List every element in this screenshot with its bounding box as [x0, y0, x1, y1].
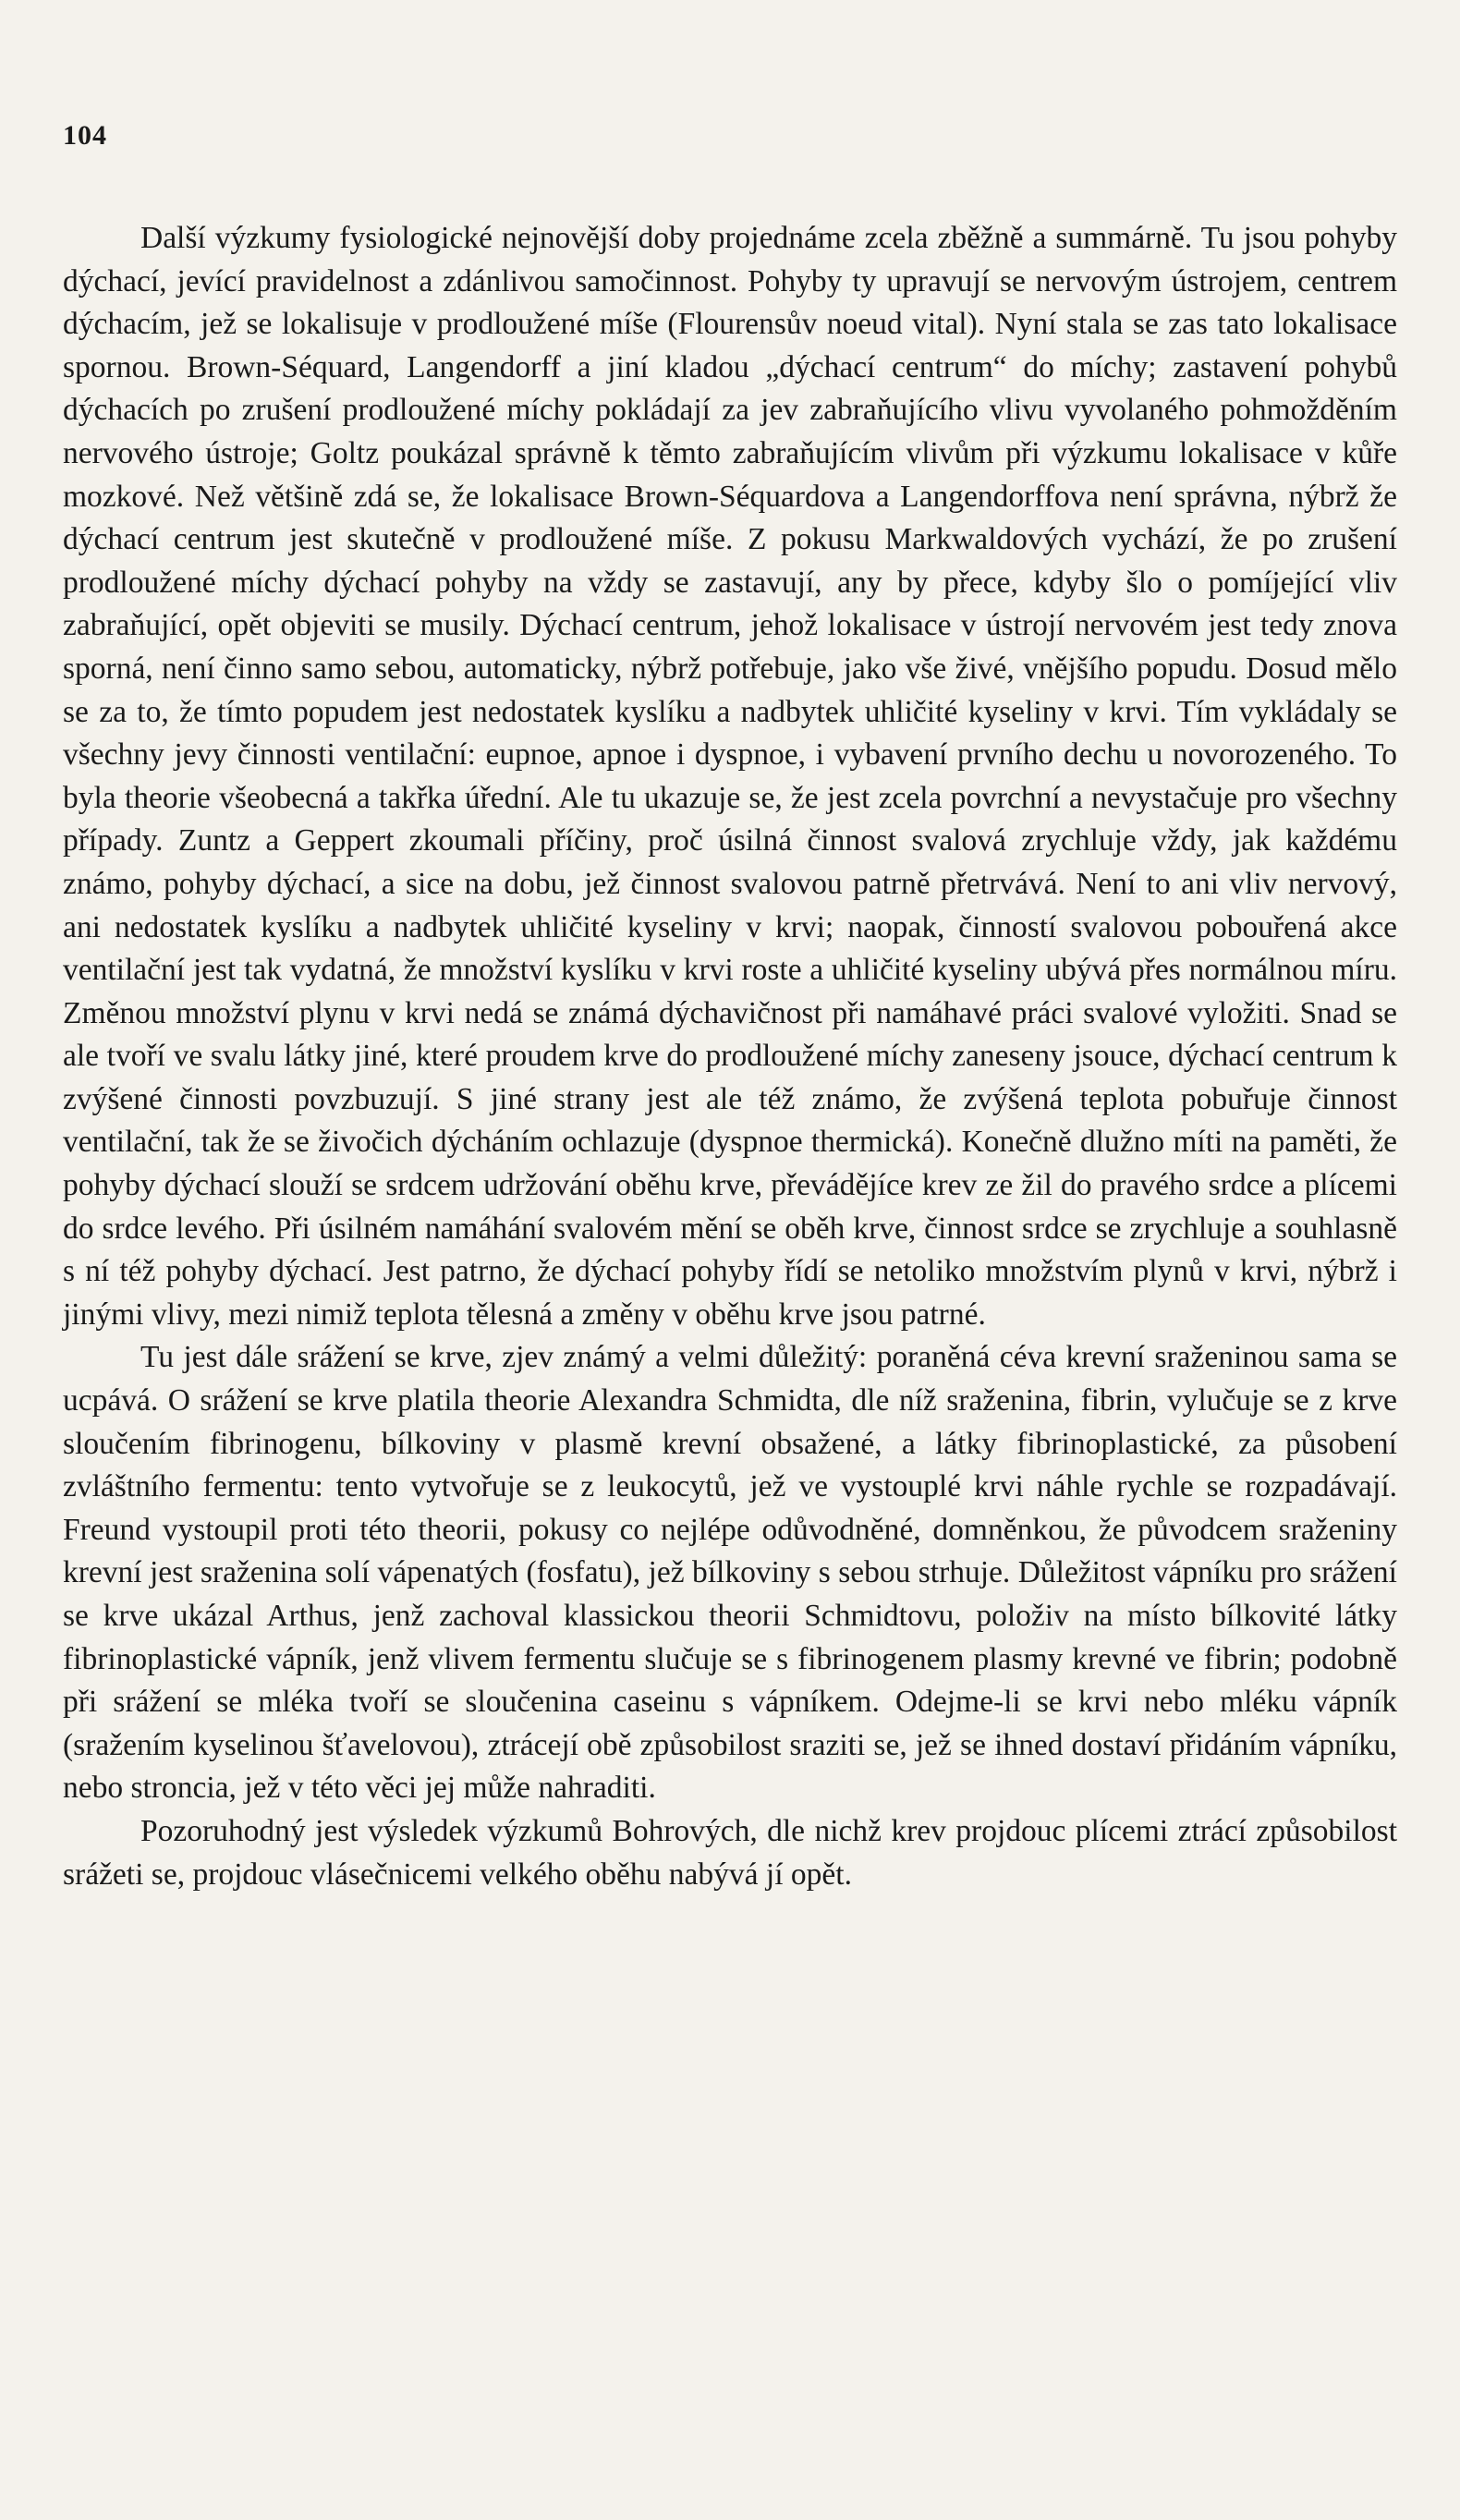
- paragraph-blood-clotting: Tu jest dále srážení se krve, zjev známý a velmi důležitý: poraněná céva krevní sraženinou sama se ucpává. O srážení se krve platila theorie Alexandra Schmidta, dle níž sraženina, fibrin, vylučuje se z krve sloučením fibrinogenu, bílkoviny v plasmě krevní obsažené, a látky fibrinoplastické, za působení zvláštního fermentu: tento vytvořuje se z leukocytů, jež ve vystouplé krvi náhle rychle se rozpadávají. Freund vystoupil proti této theorii, pokusy co nejlépe odůvodněné, domněnkou, že původcem sraženiny krevní jest sraženina solí vápenatých (fosfatu), jež bílkoviny s sebou strhuje. Důležitost vápníku pro srážení se krve ukázal Arthus, jenž zachoval klassickou theorii Schmidtovu, položiv na místo bílkovité látky fibrinoplastické vápník, jenž vlivem fermentu slučuje se s fibrinogenem plasmy krevné ve fibrin; podobně při srážení se mléka tvoří se sloučenina caseinu s vápníkem. Odejme-li se krvi nebo mléku vápník (sražením kyselinou šťavelovou), ztrácejí obě způsobilost sraziti se, jež se ihned dostaví přidáním vápníku, nebo stroncia, jež v této věci jej může nahraditi.: [63, 1340, 1397, 1806]
- body-text: [63, 217, 1397, 1896]
- page-number: 104: [63, 120, 107, 151]
- paragraph-bohr-results: Pozoruhodný jest výsledek výzkumů Bohrových, dle nichž krev projdouc plícemi ztrácí způsobilost srážeti se, projdouc vlásečnicemi velkého oběhu nabývá jí opět.: [63, 1813, 1397, 1892]
- paragraph-respiration: Další výzkumy fysiologické nejnovější doby projednáme zcela zběžně a summárně. Tu jsou pohyby dýchací, jevící pravidelnost a zdánlivou samočinnost. Pohyby ty upravují se nervovým ústrojem, centrem dýchacím, jež se lokalisuje v prodloužené míše (Flourensův noeud vital). Nyní stala se zas tato lokalisace spornou. Brown-Séquard, Langendorff a jiní kladou „dýchací centrum“ do míchy; zastavení pohybů dýchacích po zrušení prodloužené míchy pokládají za jev zabraňujícího vlivu vyvolaného pohmožděním nervového ústroje; Goltz poukázal správně k těmto zabraňujícím vlivům při výzkumu lokalisace v kůře mozkové. Než většině zdá se, že lokalisace Brown-Séquardova a Langendorffova není správna, nýbrž že dýchací centrum jest skutečně v prodloužené míše. Z pokusu Markwaldových vychází, že po zrušení prodloužené míchy dýchací pohyby na vždy se zastavují, any by přece, kdyby šlo o pomíjející vliv zabraňující, opět objeviti se musily. Dýchací centrum, jehož lokalisace v ústrojí nervovém jest tedy znova sporná, není činno samo sebou, automaticky, nýbrž potřebuje, jako vše živé, vnějšího popudu. Dosud mělo se za to, že tímto popudem jest nedostatek kyslíku a nadbytek uhličité kyseliny v krvi. Tím vykládaly se všechny jevy činnosti ventilační: eupnoe, apnoe i dyspnoe, i vybavení prvního dechu u novorozeného. To byla theorie všeobecná a takřka úřední. Ale tu ukazuje se, že jest zcela povrchní a nevystačuje pro všechny případy. Zuntz a Geppert zkoumali příčiny, proč úsilná činnost svalová zrychluje vždy, jak každému známo, pohyby dýchací, a sice na dobu, jež činnost svalovou patrně přetrvává. Není to ani vliv nervový, ani nedostatek kyslíku a nadbytek uhličité kyseliny v krvi; naopak, činností svalovou pobouřená akce ventilační jest tak vydatná, že množství kyslíku v krvi roste a uhličité kyseliny ubývá přes normálnou míru. Změnou množství plynu v krvi nedá se známá dýchavičnost při namáhavé práci svalové vyložiti. Snad se ale tvoří ve svalu látky jiné, které proudem krve do prodloužené míchy zaneseny jsouce, dýchací centrum k zvýšené činnosti povzbuzují. S jiné strany jest ale též známo, že zvýšená teplota pobuřuje činnost ventilační, tak že se živočich dýcháním ochlazuje (dyspnoe thermická). Konečně dlužno míti na paměti, že pohyby dýchací slouží se srdcem udržování oběhu krve, převádějíce krev ze žil do pravého srdce a plícemi do srdce levého. Při úsilném namáhání svalovém mění se oběh krve, činnost srdce se zrychluje a souhlasně s ní též pohyby dýchací. Jest patrno, že dýchací pohyby řídí se netoliko množstvím plynů v krvi, nýbrž i jinými vlivy, mezi nimiž teplota tělesná a změny v oběhu krve jsou patrné.: [63, 221, 1397, 1332]
